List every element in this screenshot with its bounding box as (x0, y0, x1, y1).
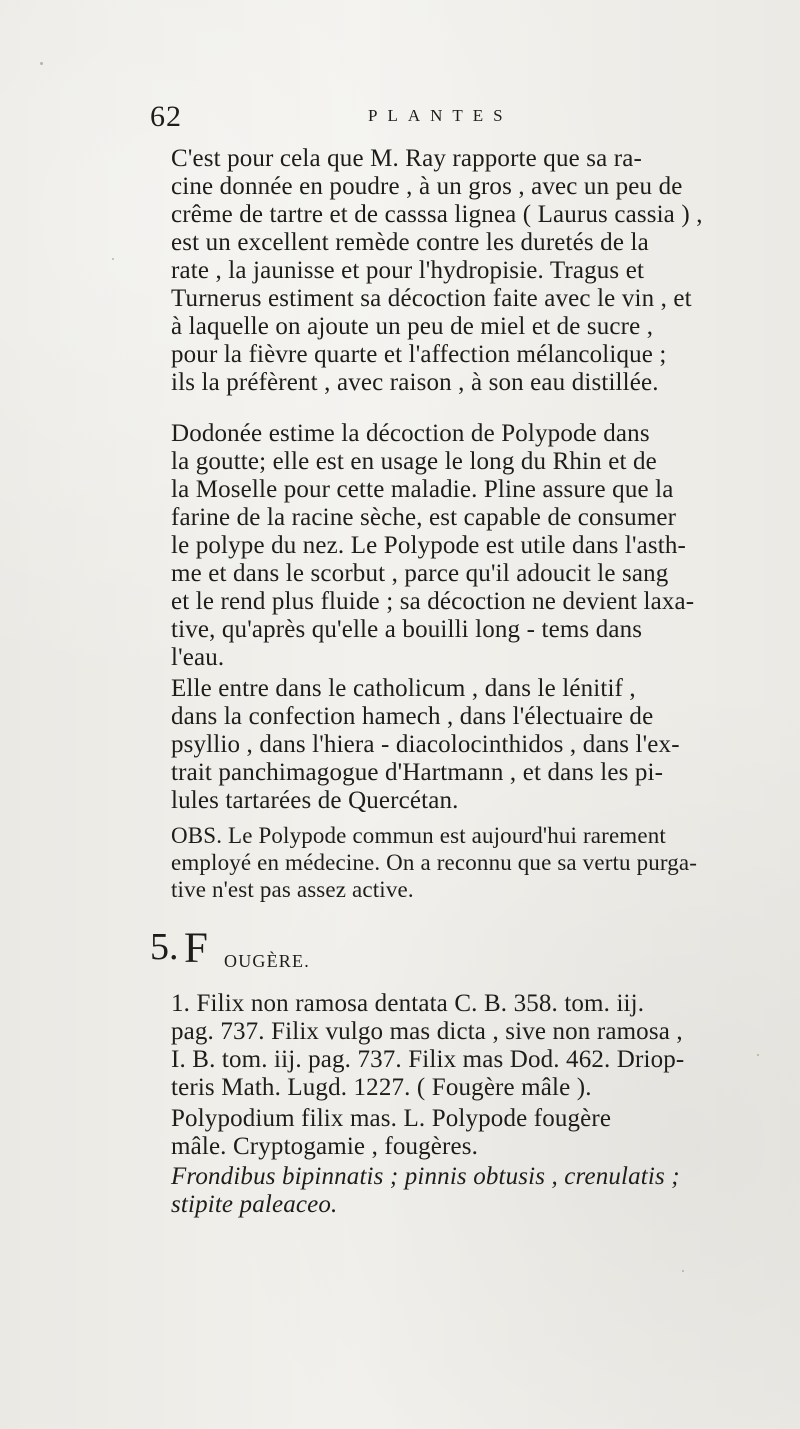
line: la goutte; elle est en usage le long du Rhin et de (171, 448, 657, 475)
line: employé en médecine. On a reconnu que sa vertu purga- (171, 850, 698, 875)
line: mâle. Cryptogamie , fougères. (171, 1133, 479, 1160)
entry-3 (135, 1163, 775, 1219)
line: farine de la racine sèche, est capable de consumer (171, 504, 677, 531)
paragraph-3 (135, 675, 775, 815)
line: à laquelle on ajoute un peu de miel et de sucre , (171, 313, 654, 340)
section-title-rest: OUGÈRE. (224, 951, 310, 971)
line: est un excellent remède contre les duretés de la (171, 229, 649, 256)
line: psyllio , dans l'hiera - diacolocinthidos , dans l'ex- (171, 731, 680, 758)
line: 1. Filix non ramosa dentata C. B. 358. tom. iij. (171, 990, 645, 1017)
page-speck (112, 258, 114, 260)
line: et le rend plus fluide ; sa décoction ne devient laxa- (171, 588, 695, 615)
line: dans la confection hamech , dans l'électuaire de (171, 703, 654, 730)
line: stipite paleaceo. (171, 1191, 338, 1218)
entry-1 (135, 990, 775, 1102)
line: le polype du nez. Le Polypode est utile dans l'asth- (171, 532, 686, 559)
line: Elle entre dans le catholicum , dans le lénitif , (171, 675, 636, 702)
page-speck (40, 62, 43, 65)
entry-text (135, 990, 775, 1102)
running-head: PLANTES (368, 106, 513, 125)
section-heading (150, 925, 410, 978)
line: tive, qu'après qu'elle a bouilli long - tems dans (171, 616, 643, 643)
line: la Moselle pour cette maladie. Pline assure que la (171, 476, 674, 503)
paragraph-text (135, 145, 775, 397)
line: rate , la jaunisse et pour l'hydropisie. Tragus et (171, 257, 645, 284)
line: Frondibus bipinnatis ; pinnis obtusis , crenulatis ; (171, 1163, 680, 1190)
line: crême de tartre et de casssa lignea ( Laurus cassia ) , (171, 201, 703, 228)
page-header (150, 102, 640, 136)
line: lules tartarées de Quercétan. (171, 787, 459, 814)
line: OBS. Le Polypode commun est aujourd'hui rarement (171, 823, 666, 848)
line: me et dans le scorbut , parce qu'il adoucit le sang (171, 560, 669, 587)
observation-paragraph (135, 822, 775, 903)
paragraph-text (135, 420, 775, 672)
entry-text (135, 1163, 775, 1219)
line: C'est pour cela que M. Ray rapporte que sa ra- (171, 145, 642, 172)
line: cine donnée en poudre , à un gros , avec un peu de (171, 173, 683, 200)
line: tive n'est pas assez active. (171, 877, 414, 902)
section-initial: F (184, 925, 208, 972)
page-speck (682, 1270, 684, 1272)
entry-text (135, 1105, 775, 1161)
line: Polypodium filix mas. L. Polypode fougère (171, 1105, 612, 1132)
entry-2 (135, 1105, 775, 1161)
line: ils la préfèrent , avec raison , à son eau distillée. (171, 369, 659, 396)
line: teris Math. Lugd. 1227. ( Fougère mâle ). (171, 1074, 592, 1101)
section-number: 5. (150, 926, 179, 968)
page-number: 62 (150, 100, 182, 133)
observation-text (135, 822, 775, 903)
line: Turnerus estiment sa décoction faite avec le vin , et (171, 285, 692, 312)
line: pour la fièvre quarte et l'affection mélancolique ; (171, 341, 667, 368)
line: pag. 737. Filix vulgo mas dicta , sive non ramosa , (171, 1018, 683, 1045)
paragraph-1 (135, 145, 775, 397)
line: trait panchimagogue d'Hartmann , et dans les pi- (171, 759, 664, 786)
line: Dodonée estime la décoction de Polypode dans (171, 420, 650, 447)
paragraph-2 (135, 420, 775, 672)
paragraph-text (135, 675, 775, 815)
line: I. B. tom. iij. pag. 737. Filix mas Dod. 462. Driop- (171, 1046, 685, 1073)
line: l'eau. (171, 644, 225, 671)
